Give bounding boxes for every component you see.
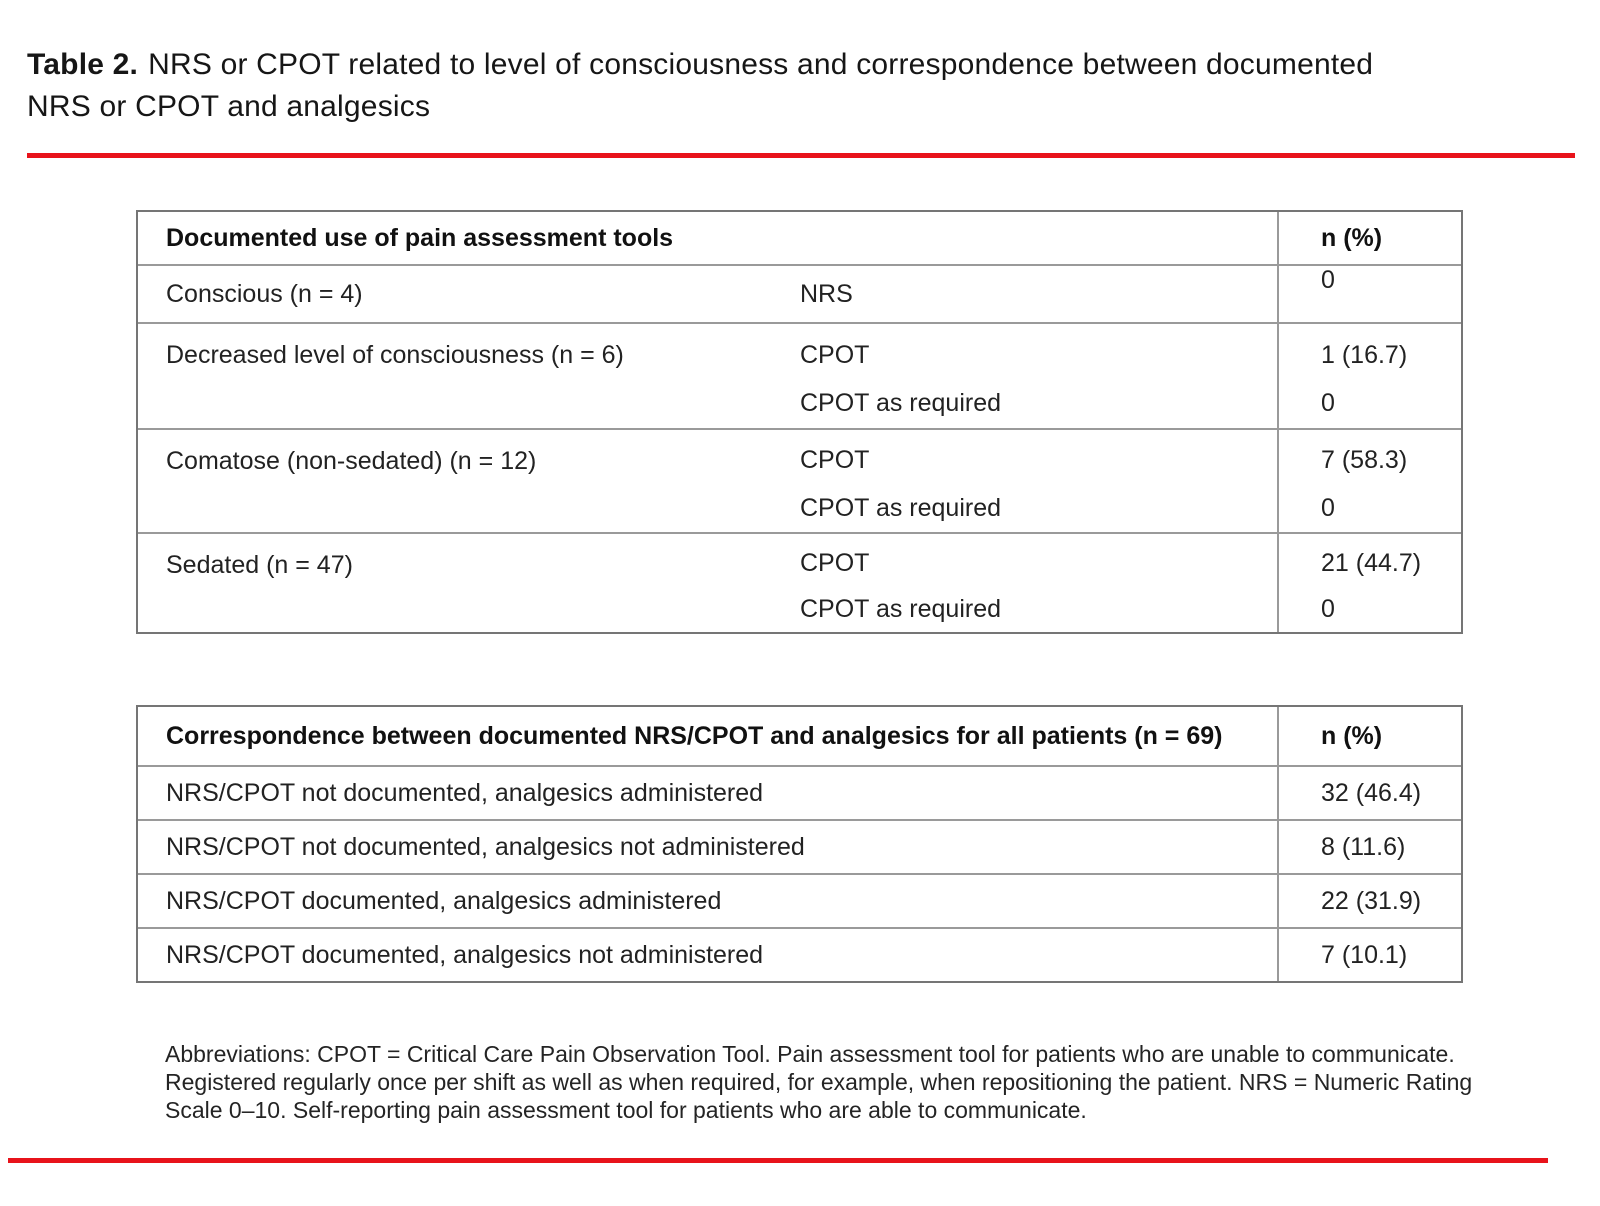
value-cell [1277, 266, 1461, 322]
tool-cell [800, 324, 1277, 428]
value-text: 0 [1321, 493, 1335, 522]
value-text: 8 (11.6) [1321, 832, 1406, 861]
table-row [138, 322, 1461, 428]
value-text: 7 (10.1) [1321, 940, 1408, 969]
value-cell [1277, 767, 1461, 819]
tool-text: CPOT as required [800, 493, 1002, 522]
pain-assessment-tools-table [136, 210, 1463, 634]
tool-text: CPOT [800, 446, 870, 475]
value-cell [1277, 534, 1461, 632]
value-text: 21 (44.7) [1321, 549, 1422, 578]
condition-text: Conscious (n = 4) [166, 279, 363, 308]
row-label: NRS/CPOT not documented, analgesics not administered [166, 832, 805, 861]
footnote-line: Registered regularly once per shift as well as when required, for example, when repositioning the patient. NRS = Numeric Rating [165, 1069, 1473, 1095]
condition-text: Decreased level of consciousness (n = 6) [166, 340, 624, 369]
table2-value-header [1277, 707, 1461, 765]
tool-cell [800, 534, 1277, 632]
condition-cell [138, 266, 800, 322]
tool-text: CPOT as required [800, 594, 1002, 623]
caption-text-1: NRS or CPOT related to level of consciousness and correspondence between documented [148, 48, 1374, 81]
tool-text: CPOT [800, 340, 870, 369]
value-text: 0 [1321, 594, 1335, 623]
tool-cell [800, 266, 1277, 322]
table-row [138, 532, 1461, 632]
table2-header-label: Correspondence between documented NRS/CPOT and analgesics for all patients (n = 69) [166, 721, 1223, 750]
table-number-label: Table 2. [27, 48, 139, 81]
condition-text: Sedated (n = 47) [166, 550, 353, 579]
value-text: 0 [1321, 266, 1335, 294]
value-cell [1277, 821, 1461, 873]
footnote-line: Abbreviations: CPOT = Critical Care Pain Observation Tool. Pain assessment tool for patients who are unable to communicate. [165, 1041, 1455, 1067]
condition-cell [138, 534, 800, 632]
table-row [138, 819, 1461, 873]
caption-line-2 [27, 86, 1373, 128]
abbreviations-footnote [165, 1040, 1495, 1124]
footnote-line: Scale 0–10. Self-reporting pain assessment tool for patients who are able to communicate. [165, 1097, 1087, 1123]
value-cell [1277, 929, 1461, 981]
table1-value-header-text: n (%) [1321, 223, 1383, 252]
condition-text: Comatose (non-sedated) (n = 12) [166, 446, 537, 475]
tool-text: NRS [800, 279, 853, 308]
correspondence-table [136, 705, 1463, 983]
table1-header-row [138, 212, 1461, 264]
table1-header-label: Documented use of pain assessment tools [166, 223, 674, 252]
value-text: 22 (31.9) [1321, 886, 1422, 915]
tool-text: CPOT as required [800, 388, 1002, 417]
caption-line-1 [27, 44, 1373, 86]
condition-cell [138, 430, 800, 532]
table-row [138, 428, 1461, 532]
table-caption [27, 44, 1373, 128]
condition-cell [138, 324, 800, 428]
table-row [138, 927, 1461, 981]
table2-header-row [138, 707, 1461, 765]
table-row [138, 873, 1461, 927]
table2-value-header-text: n (%) [1321, 721, 1383, 750]
value-cell [1277, 430, 1461, 532]
table-row [138, 264, 1461, 322]
row-label: NRS/CPOT documented, analgesics administered [166, 886, 722, 915]
table1-value-header [1277, 212, 1461, 264]
value-text: 1 (16.7) [1321, 340, 1408, 369]
value-text: 32 (46.4) [1321, 778, 1422, 807]
tool-text: CPOT [800, 549, 870, 578]
bottom-red-rule [8, 1158, 1548, 1163]
row-label: NRS/CPOT documented, analgesics not administered [166, 940, 764, 969]
value-text: 7 (58.3) [1321, 446, 1408, 475]
value-text: 0 [1321, 388, 1335, 417]
value-cell [1277, 324, 1461, 428]
table-row [138, 765, 1461, 819]
caption-text-2: NRS or CPOT and analgesics [27, 90, 431, 123]
value-cell [1277, 875, 1461, 927]
tool-cell [800, 430, 1277, 532]
row-label: NRS/CPOT not documented, analgesics administered [166, 778, 764, 807]
top-red-rule [27, 153, 1575, 158]
